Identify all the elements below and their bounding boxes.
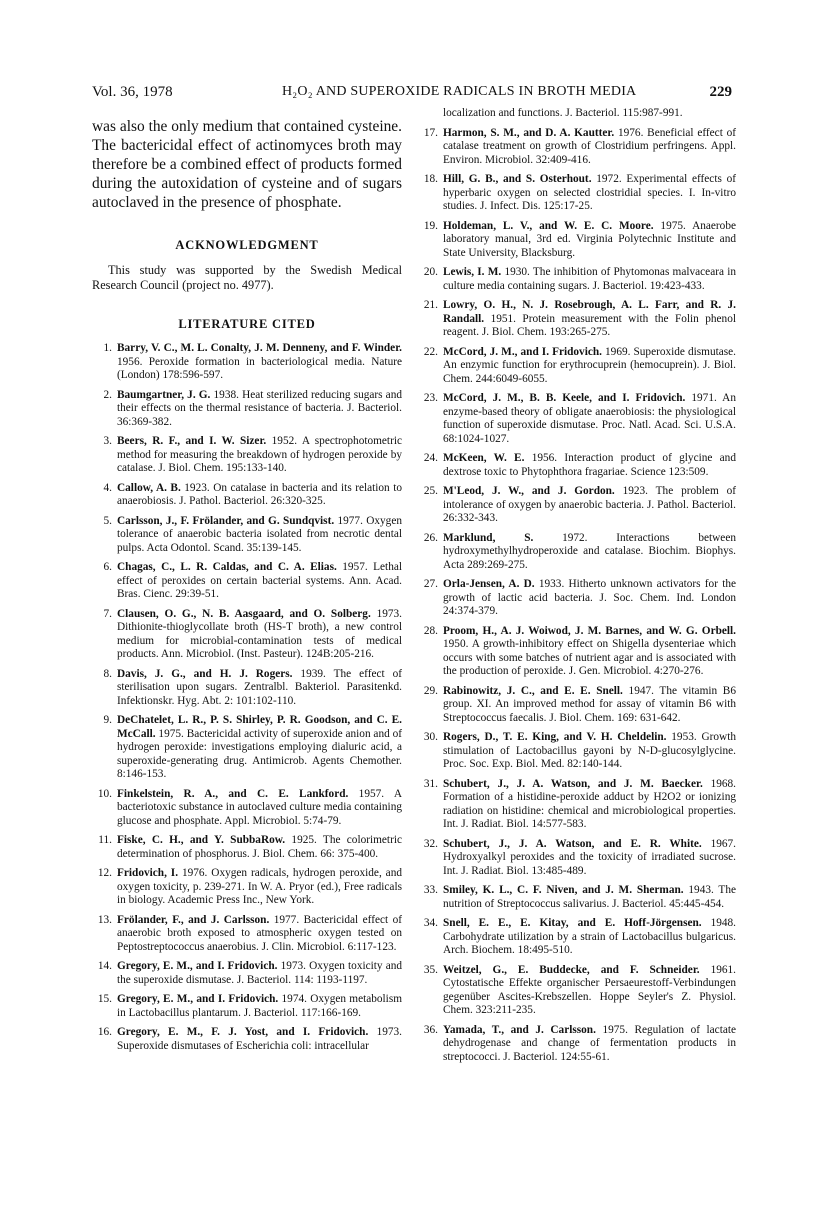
reference-citation: 1953. Growth stimulation of Lactobacillus gayoni by N-D-glucosylglycine. Proc. Soc. Exp. Biol. Med. 82:140-144. [443,731,736,770]
reference-authors: Beers, R. F., and I. W. Sizer. [117,435,267,447]
reference-number: 25. [423,485,438,497]
reference-citation: 1933. Hitherto unknown activators for the growth of lactic acid bacteria. J. Soc. Chem. Ind. London 24:374-379. [443,578,736,617]
reference-number: 31. [423,777,438,790]
reference-number: 17. [423,126,438,139]
reference-citation: 1952. A spectrophotometric method for measuring the breakdown of hydrogen peroxide by catalase. J. Biol. Chem. 195:133-140. [117,435,402,474]
reference-authors: Marklund, S. [443,531,534,544]
reference-authors: Gregory, E. M., and I. Fridovich. [117,960,278,972]
reference-authors: Weitzel, G., E. Buddecke, and F. Schneider. [443,963,700,976]
reference-citation: 1973. Dithionite-thioglycollate broth (HS-T broth), a new control medium for microbial-contamination tests of medical products. Ann. Microbiol. (Inst. Pasteur). 124B:205-216. [117,607,402,660]
reference-authors: Fiske, C. H., and Y. SubbaRow. [117,834,286,846]
reference-authors: McKeen, W. E. [443,452,525,464]
reference-text [443,299,736,340]
reference-item [418,392,736,446]
reference-number: 10. [97,787,112,800]
running-title: H₂O₂ AND SUPEROXIDE RADICALS IN BROTH MEDIA [282,84,637,99]
reference-text [117,668,402,709]
reference-item [92,867,402,908]
reference-item [418,266,736,293]
reference-authors: Lewis, I. M. [443,266,502,278]
reference-text [117,561,402,602]
reference-item [418,884,736,911]
reference-citation: 1972. Experimental effects of hyperbaric oxygen on selected clostridial species. I. In-vitro studies. J. Infect. Dis. 125:17-25. [443,173,736,212]
reference-text [117,515,402,556]
reference-text [117,788,402,829]
volume-label: Vol. 36, 1978 [92,84,173,100]
reference-item [92,515,402,556]
reference-authors: Carlsson, J., F. Frölander, and G. Sundqvist. [117,514,335,527]
reference-item [418,838,736,879]
reference-text [443,485,736,526]
reference-number: 34. [423,917,438,929]
reference-authors: Clausen, O. G., N. B. Aasgaard, and O. Solberg. [117,607,371,620]
reference-item [92,960,402,987]
reference-text [117,834,402,861]
reference-item [418,1024,736,1065]
reference-number: 7. [103,607,112,620]
reference-item [418,485,736,526]
reference-number: 12. [97,867,112,879]
reference-text [443,685,736,726]
reference-list-left [92,342,402,1053]
reference-text [443,778,736,832]
reference-text [443,346,736,387]
reference-text [443,917,736,958]
reference-authors: Finkelstein, R. A., and C. E. Lankford. [117,787,349,800]
reference-text [443,578,736,619]
reference-text [117,482,402,509]
reference-number: 13. [97,913,112,926]
reference-number: 18. [423,173,438,185]
reference-text [443,127,736,168]
reference-item [418,532,736,573]
reference-number: 33. [423,884,438,896]
reference-list-right [418,127,736,1065]
reference-text [443,220,736,261]
reference-text [443,625,736,679]
reference-authors: Schubert, J., J. A. Watson, and J. M. Baecker. [443,777,703,790]
reference-citation: 1974. Oxygen metabolism in Lactobacillus plantarum. J. Bacteriol. 117:166-169. [117,993,403,1019]
reference-number: 1. [103,342,112,354]
reference-citation: 1957. Lethal effect of peroxides on certain bacterial systems. Ann. Acad. Bras. Cienc. 29:39-51. [117,561,402,600]
reference-number: 23. [423,392,438,404]
reference-text [117,914,402,955]
reference-authors: Barry, V. C., M. L. Conalty, J. M. Denneny, and F. Winder. [117,342,402,354]
reference-authors: Fridovich, I. [117,867,179,879]
reference-authors: Harmon, S. M., and D. A. Kautter. [443,126,615,139]
reference-citation: 1956. Peroxide formation in bacteriological media. Nature (London) 178:596-597. [117,355,402,381]
reference-citation: 1939. The effect of sterilisation upon sugars. Zentralbl. Bakteriol. Parasitenkd. Infektionskr. Hyg. Abt. 2: 101:102-110. [117,667,402,707]
reference-number: 21. [423,299,438,311]
reference-citation: 1950. A growth-inhibitory effect on Shigella dysenteriae which occurs with some batches of nutrient agar and is associated with the production of peroxide. J. Gen. Microbiol. 4:270-276. [443,638,736,677]
reference-citation: 1956. Interaction product of glycine and dextrose toxic to Phytophthora fragariae. Science 123:509. [443,452,736,478]
reference-number: 14. [97,960,112,972]
reference-number: 20. [423,266,438,278]
reference-number: 16. [97,1026,112,1038]
reference-item [418,685,736,726]
reference-number: 36. [423,1023,438,1036]
reference-number: 4. [103,481,112,494]
reference-number: 30. [423,731,438,743]
reference-authors: Smiley, K. L., C. F. Niven, and J. M. Sherman. [443,884,684,896]
reference-item [92,482,402,509]
reference-item [92,993,402,1020]
acknowledgment-heading: ACKNOWLEDGMENT [175,238,319,252]
reference-number: 3. [103,435,112,447]
reference-text [117,867,402,908]
running-header [92,84,732,104]
reference-authors: Gregory, E. M., F. J. Yost, and I. Fridovich. [117,1026,369,1038]
reference-citation: 1967. Hydroxyalkyl peroxides and the toxicity of irradiated sucrose. Int. J. Radiat. Biol. 13:485-489. [443,837,736,877]
reference-continuation: localization and functions. J. Bacteriol. 115:987-991. [443,107,683,119]
reference-text [117,435,402,476]
literature-cited-heading: LITERATURE CITED [178,317,316,331]
reference-number: 8. [103,667,112,680]
body-paragraph: was also the only medium that contained cysteine. The bactericidal effect of actinomyces broth may therefore be a combined effect of products formed during the autoxidation of cysteine and of sugars autoclaved in the presence of phosphate. [92,118,402,211]
reference-number: 9. [103,714,112,726]
reference-authors: Rabinowitz, J. C., and E. E. Snell. [443,684,623,697]
reference-item [92,1026,402,1053]
reference-authors: Schubert, J., J. A. Watson, and E. R. White. [443,837,702,850]
reference-authors: Lowry, O. H., N. J. Rosebrough, A. L. Farr, and R. J. Randall. [443,299,736,325]
reference-citation: 1923. On catalase in bacteria and its relation to anaerobiosis. J. Pathol. Bacteriol. 26:320-325. [117,481,402,507]
reference-item [418,127,736,168]
reference-citation: 1947. The vitamin B6 group. XI. An improved method for assay of vitamin B6 with Streptococcus faecalis. J. Biol. Chem. 169: 631-642. [443,684,736,724]
reference-text [443,452,736,479]
reference-citation: 1976. Beneficial effect of catalase treatment on growth of Clostridium perfringens. Appl. Environ. Microbiol. 32:409-416. [443,126,737,166]
reference-text [443,392,736,446]
reference-text [117,342,402,383]
reference-authors: Orla-Jensen, A. D. [443,578,535,590]
reference-citation: 1948. Carbohydrate utilization by a strain of Lactobacillus bulgaricus. Arch. Biochem. 18:495-510. [443,917,736,956]
reference-citation: 1957. A bacteriotoxic substance in autoclaved culture media containing glucose and phosphate. Appl. Microbiol. 5:74-79. [117,787,402,827]
reference-item [418,346,736,387]
reference-authors: Davis, J. G., and H. J. Rogers. [117,667,293,680]
reference-authors: Yamada, T., and J. Carlsson. [443,1023,596,1036]
reference-text [443,964,736,1018]
reference-text [117,993,402,1020]
reference-authors: Gregory, E. M., and I. Fridovich. [117,993,279,1005]
reference-number: 2. [103,388,112,401]
reference-number: 35. [423,963,438,976]
reference-item [92,914,402,955]
reference-item [418,917,736,958]
reference-citation: 1923. The problem of intolerance of oxygen by anaerobic bacteria. J. Pathol. Bacteriol. 26:332-343. [443,485,736,524]
reference-authors: Callow, A. B. [117,481,181,494]
reference-citation: 1975. Anaerobe laboratory manual, 3rd ed. Virginia Polytechnic Institute and State University, Blacksburg. [443,219,736,259]
reference-text [117,1026,402,1053]
reference-authors: Baumgartner, J. G. [117,388,211,401]
reference-citation: 1973. Superoxide dismutases of Escherichia coli: intracellular [117,1026,402,1052]
reference-text [117,608,402,662]
reference-number: 6. [103,561,112,573]
reference-citation: 1930. The inhibition of Phytomonas malvaceara in culture media containing sugars. J. Bacteriol. 19:423-433. [443,266,736,292]
reference-item [418,964,736,1018]
reference-text [443,266,736,293]
reference-citation: 1976. Oxygen radicals, hydrogen peroxide, and oxygen toxicity, p. 239-271. In W. A. Pryor (ed.), Free radicals in biology. Academic Press Inc., New York. [117,867,402,906]
reference-text [443,173,736,214]
reference-authors: M'Leod, J. W., and J. Gordon. [443,485,615,497]
reference-number: 32. [423,837,438,850]
reference-authors: McCord, J. M., and I. Fridovich. [443,345,602,358]
reference-text [117,389,402,430]
right-column [418,107,736,1070]
left-column [92,117,402,1059]
reference-citation: 1975. Bactericidal activity of superoxide anion and of hydrogen peroxide: investigations employing dialuric acid, a superoxide-generating drug. Antimicrob. Agents Chemother. 8:146-153. [117,727,402,780]
acknowledgment-text: This study was supported by the Swedish Medical Research Council (project no. 4977). [92,263,402,292]
reference-item [92,435,402,476]
reference-item [418,578,736,619]
reference-citation: 1977. Oxygen tolerance of anaerobic bacteria isolated from necrotic dental pulps. Acta Odontol. Scand. 35:139-145. [117,514,402,554]
reference-authors: DeChatelet, L. R., P. S. Shirley, P. R. Goodson, and C. E. McCall. [117,714,402,740]
reference-item [418,625,736,679]
reference-citation: 1938. Heat sterilized reducing sugars and their effects on the thermal resistance of bacteria. J. Bacteriol. 36:369-382. [117,388,402,428]
reference-number: 5. [103,514,112,527]
reference-text [117,960,402,987]
reference-item [418,173,736,214]
reference-citation: 1943. The nutrition of Streptococcus salivarius. J. Bacteriol. 45:445-454. [443,884,736,910]
reference-authors: Hill, G. B., and S. Osterhout. [443,173,592,185]
page-number: 229 [709,84,732,100]
reference-citation: 1968. Formation of a histidine-peroxide adduct by H2O2 or ionizing radiation on histidine: chemical and microbiological properties. Int. J. Radiat. Biol. 14:577-583. [443,777,736,830]
reference-citation: 1961. Cytostatische Effekte organischer Persaeurestoff-Verbindungen gegenüber Ascites-Krebszellen. Hoppe Seyler's Z. Physiol. Chem. 323:211-235. [443,963,736,1016]
reference-citation: 1977. Bactericidal effect of anaerobic broth exposed to atmospheric oxygen tested on Peptostreptococcus anaerobius. J. Clin. Microbiol. 6:117-123. [117,913,402,953]
reference-text [443,532,736,573]
reference-citation: 1971. An enzyme-based theory of obligate anaerobiosis: the physiological function of superoxide dismutase. Proc. Natl. Acad. Sci. U.S.A. 68:1024-1027. [443,392,736,445]
reference-number: 22. [423,345,438,358]
reference-item [418,731,736,772]
reference-number: 11. [98,834,112,846]
reference-item [92,561,402,602]
reference-authors: Snell, E. E., E. Kitay, and E. Hoff-Jörgensen. [443,917,702,929]
reference-text [443,1024,736,1065]
reference-item [92,389,402,430]
reference-item [418,220,736,261]
reference-item [92,608,402,662]
reference-number: 24. [423,452,438,464]
reference-number: 15. [97,993,112,1005]
reference-item [418,299,736,340]
reference-number: 29. [423,684,438,697]
reference-citation: 1975. Regulation of lactate dehydrogenase and change of fermentation products in streptococci. J. Bacteriol. 124:55-61. [443,1023,736,1063]
reference-item [92,834,402,861]
reference-authors: Holdeman, L. V., and W. E. C. Moore. [443,219,654,232]
reference-citation: 1973. Oxygen toxicity and the superoxide dismutase. J. Bacteriol. 114: 1193-1197. [117,960,403,986]
reference-citation: 1972. Interactions between hydroxymethylhydroperoxide and catalase. Biochim. Biophys. Acta 289:269-275. [443,531,736,571]
reference-item [92,788,402,829]
reference-text [443,884,736,911]
reference-citation: 1925. The colorimetric determination of phosphorus. J. Biol. Chem. 66: 375-400. [117,834,402,860]
reference-number: 28. [423,624,438,637]
reference-citation: 1951. Protein measurement with the Folin phenol reagent. J. Biol. Chem. 193:265-275. [443,312,736,338]
reference-text [443,838,736,879]
reference-item [92,342,402,383]
reference-authors: Chagas, C., L. R. Caldas, and C. A. Elias. [117,561,337,573]
reference-item [418,778,736,832]
reference-item [418,452,736,479]
reference-number: 27. [423,578,438,590]
reference-text [117,714,402,782]
reference-item [92,714,402,782]
reference-text [443,731,736,772]
reference-authors: Rogers, D., T. E. King, and V. H. Cheldelin. [443,731,667,743]
reference-number: 19. [423,219,438,232]
reference-authors: Frölander, F., and J. Carlsson. [117,913,270,926]
reference-item [92,668,402,709]
reference-citation: 1969. Superoxide dismutase. An enzymic function for erythrocuprein (hemocuprein). J. Biol. Chem. 244:6049-6055. [443,345,736,385]
reference-number: 26. [423,531,438,544]
reference-authors: Proom, H., A. J. Woiwod, J. M. Barnes, and W. G. Orbell. [443,624,736,637]
reference-authors: McCord, J. M., B. B. Keele, and I. Fridovich. [443,392,686,404]
